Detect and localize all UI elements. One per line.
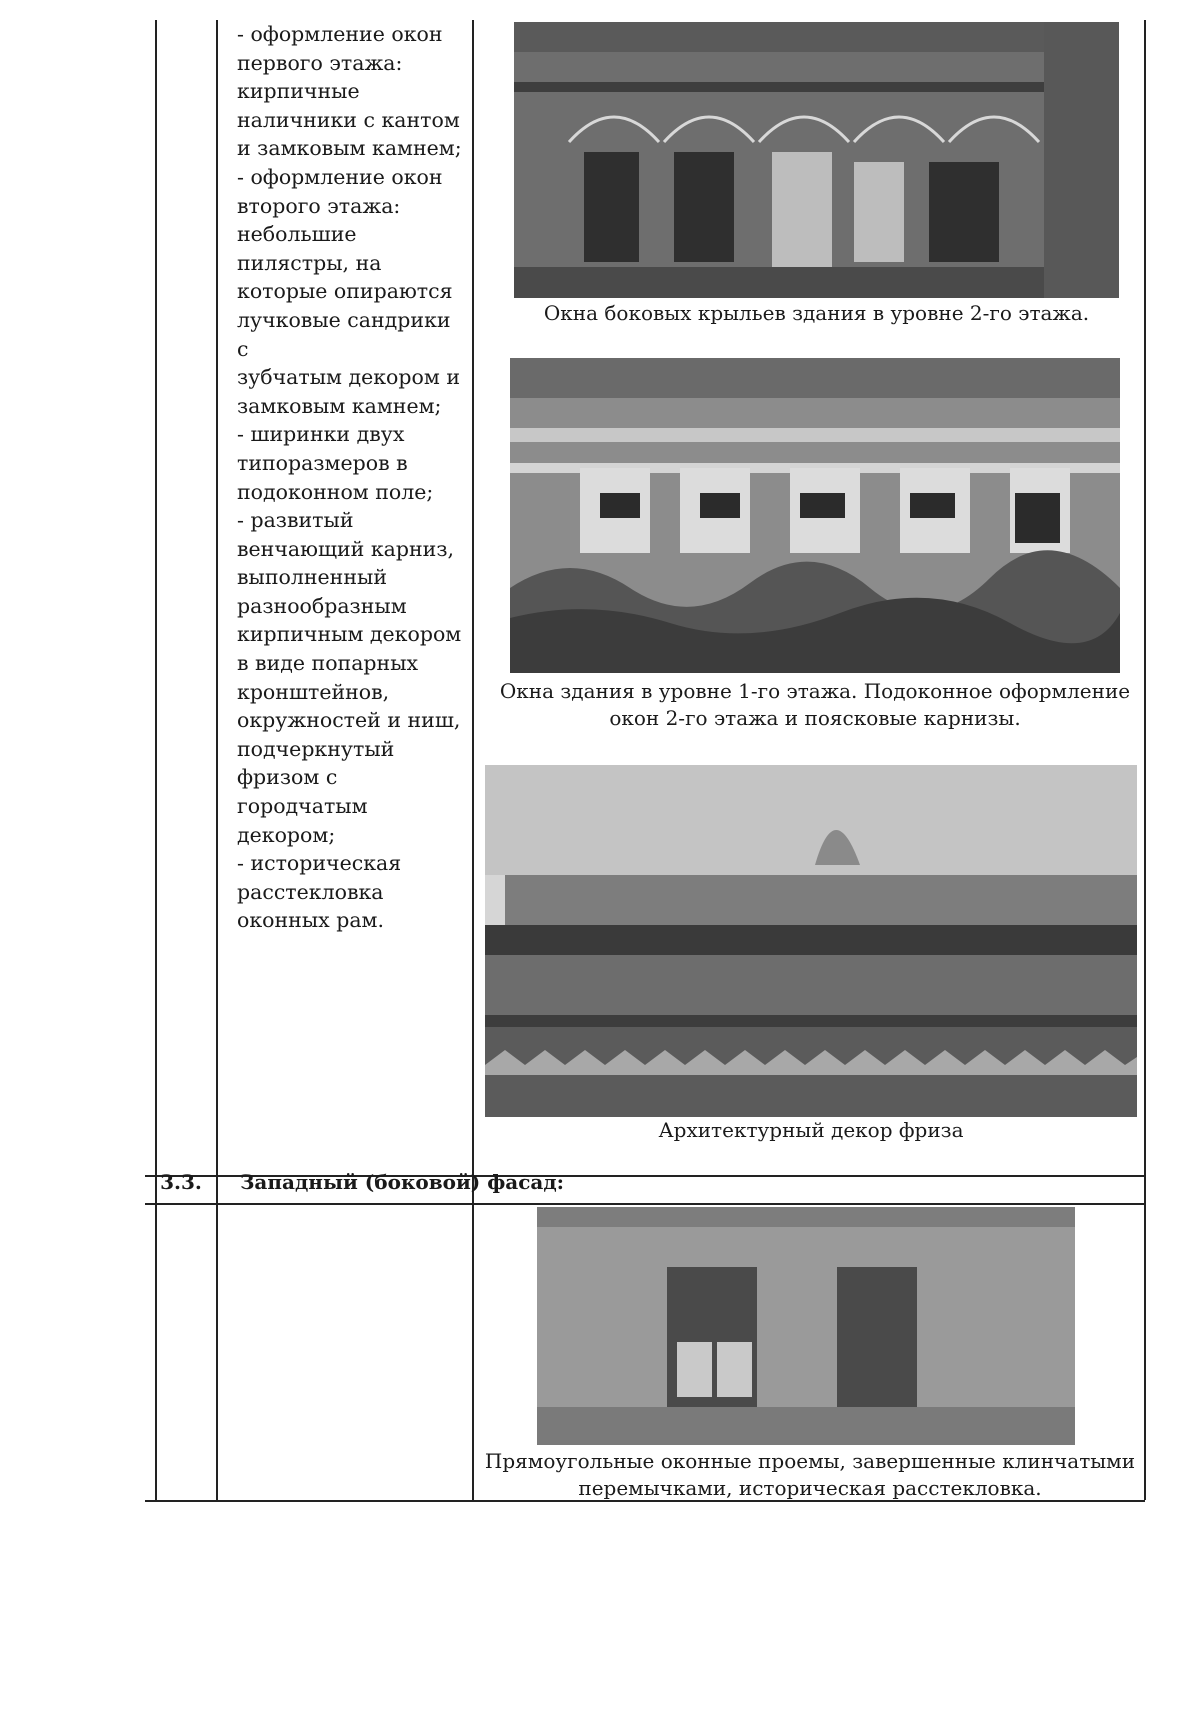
description-line: - ширинки двух [237, 422, 405, 447]
photo-caption: Окна боковых крыльев здания в уровне 2-го этажа. [543, 301, 1090, 325]
description-line: оконных рам. [237, 908, 385, 933]
description-line: - оформление окон [237, 164, 443, 189]
description-line: в виде попарных [237, 651, 419, 676]
description-line: кирпичные [237, 79, 360, 104]
description-line: второго этажа: [237, 193, 401, 218]
description-line: подчеркнутый [237, 736, 395, 761]
description-line: - историческая [237, 851, 402, 876]
photo-second-floor-windows [514, 22, 1119, 298]
description-line: первого этажа: [237, 50, 403, 75]
photo-first-floor-windows [510, 358, 1120, 673]
description-line: венчающий карниз, [237, 536, 455, 561]
photo-west-facade-windows [537, 1207, 1075, 1445]
description-line: подоконном поле; [237, 479, 434, 504]
description-line: наличники с кантом [237, 107, 460, 132]
description-line: пилястры, на [237, 250, 382, 275]
description-line: окружностей и ниш, [237, 708, 461, 733]
description-line: и замковым камнем; [237, 136, 462, 161]
table-row-separator [145, 1203, 1145, 1205]
description-line: замковым камнем; [237, 393, 442, 418]
description-line: выполненный [237, 565, 387, 590]
description-line: небольшие [237, 222, 357, 247]
table-left-border [155, 20, 157, 1500]
description-line: которые опираются [237, 279, 453, 304]
description-line: лучковые сандрики с [237, 307, 451, 361]
description-line: зубчатым декором и [237, 365, 460, 390]
section-title: Западный (боковой) фасад: [240, 1170, 565, 1194]
table-right-border [1144, 20, 1146, 1500]
photo-caption: Окна здания в уровне 1-го этажа. Подоконное оформление окон 2-го этажа и поясковые карнизы. [499, 679, 1131, 730]
description-line: кирпичным декором [237, 622, 462, 647]
table-number-column-border [216, 20, 218, 1500]
description-line: - оформление окон [237, 22, 443, 46]
facade-description [237, 20, 467, 935]
section-number: 3.3. [160, 1170, 202, 1194]
description-line: кронштейнов, [237, 679, 390, 704]
description-line: разнообразным [237, 593, 407, 618]
description-line: городчатым декором; [237, 794, 368, 847]
description-line: - развитый [237, 508, 354, 533]
table-middle-column-border [472, 20, 474, 1500]
photo-caption: Прямоугольные оконные проемы, завершенные клинчатыми перемычками, историческая расстекловка. [484, 1449, 1136, 1500]
description-line: типоразмеров в [237, 450, 408, 475]
photo-caption: Архитектурный декор фриза [658, 1118, 964, 1142]
description-line: фризом с [237, 765, 338, 790]
description-line: расстекловка [237, 879, 384, 904]
photo-frieze-decor [485, 765, 1137, 1117]
